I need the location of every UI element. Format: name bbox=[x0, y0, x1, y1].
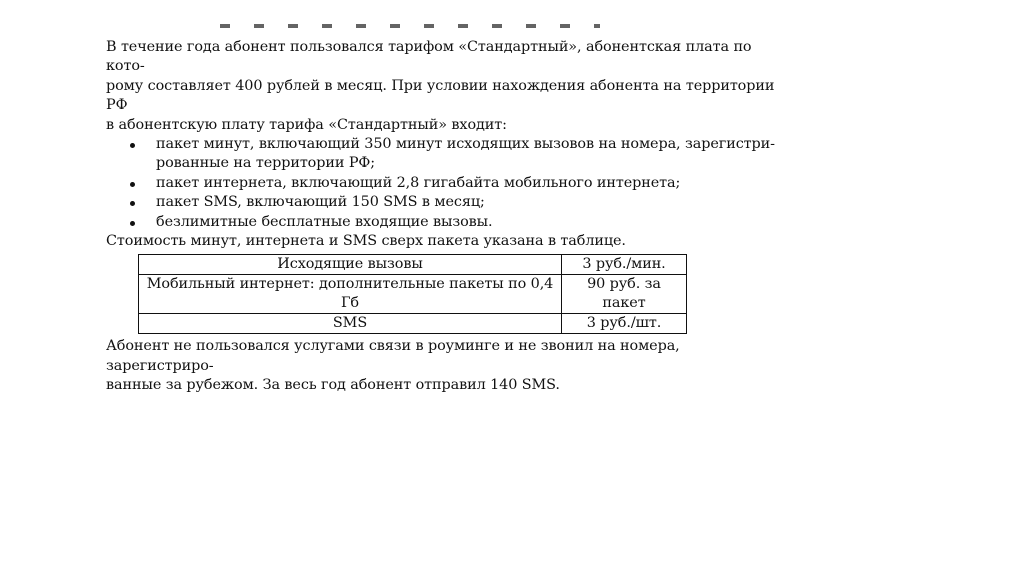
problem-text bbox=[106, 38, 778, 396]
list-item-continuation bbox=[106, 154, 778, 173]
list-item bbox=[106, 174, 778, 193]
table-cell-price: 90 руб. за пакет bbox=[562, 275, 687, 314]
list-item bbox=[106, 193, 778, 212]
tariff-includes-list bbox=[106, 135, 778, 232]
list-item-text: безлимитные бесплатные входящие вызовы. bbox=[156, 213, 493, 230]
list-item-text: пакет минут, включающий 350 минут исходящих вызовов на номера, зарегистри- bbox=[156, 136, 775, 153]
table-cell-service: SMS bbox=[139, 314, 562, 334]
table-cell-price: 3 руб./шт. bbox=[562, 314, 687, 334]
bullet-icon bbox=[130, 221, 135, 226]
bullet-icon bbox=[130, 143, 135, 148]
table-row bbox=[139, 275, 687, 314]
price-table bbox=[138, 254, 687, 334]
list-item-text: рованные на территории РФ; bbox=[156, 155, 375, 172]
bullet-icon bbox=[130, 201, 135, 206]
list-item bbox=[106, 135, 778, 154]
intro-line-1: В течение года абонент пользовался тарифом «Стандартный», абонентская плата по кото- bbox=[106, 39, 752, 75]
intro-line-3: в абонентскую плату тарифа «Стандартный» входит: bbox=[106, 116, 507, 133]
table-row bbox=[139, 314, 687, 334]
list-item-text: пакет интернета, включающий 2,8 гигабайта мобильного интернета; bbox=[156, 174, 681, 191]
table-row bbox=[139, 255, 687, 275]
outro-line-2: ванные за рубежом. За весь год абонент отправил 140 SMS. bbox=[106, 377, 560, 394]
list-item bbox=[106, 213, 778, 232]
intro-line-2: рому составляет 400 рублей в месяц. При условии нахождения абонента на территории РФ bbox=[106, 77, 775, 114]
outro-line-1: Абонент не пользовался услугами связи в роуминге и не звонил на номера, зарегистриро- bbox=[106, 338, 680, 374]
table-cell-service: Исходящие вызовы bbox=[139, 255, 562, 275]
table-cell-price: 3 руб./мин. bbox=[562, 255, 687, 275]
list-item-text: пакет SMS, включающий 150 SMS в месяц; bbox=[156, 194, 485, 211]
table-cell-service: Мобильный интернет: дополнительные пакеты по 0,4 Гб bbox=[139, 275, 562, 314]
table-intro: Стоимость минут, интернета и SMS сверх пакета указана в таблице. bbox=[106, 233, 626, 250]
bullet-icon bbox=[130, 182, 135, 187]
cropped-line-remnant bbox=[220, 24, 600, 28]
